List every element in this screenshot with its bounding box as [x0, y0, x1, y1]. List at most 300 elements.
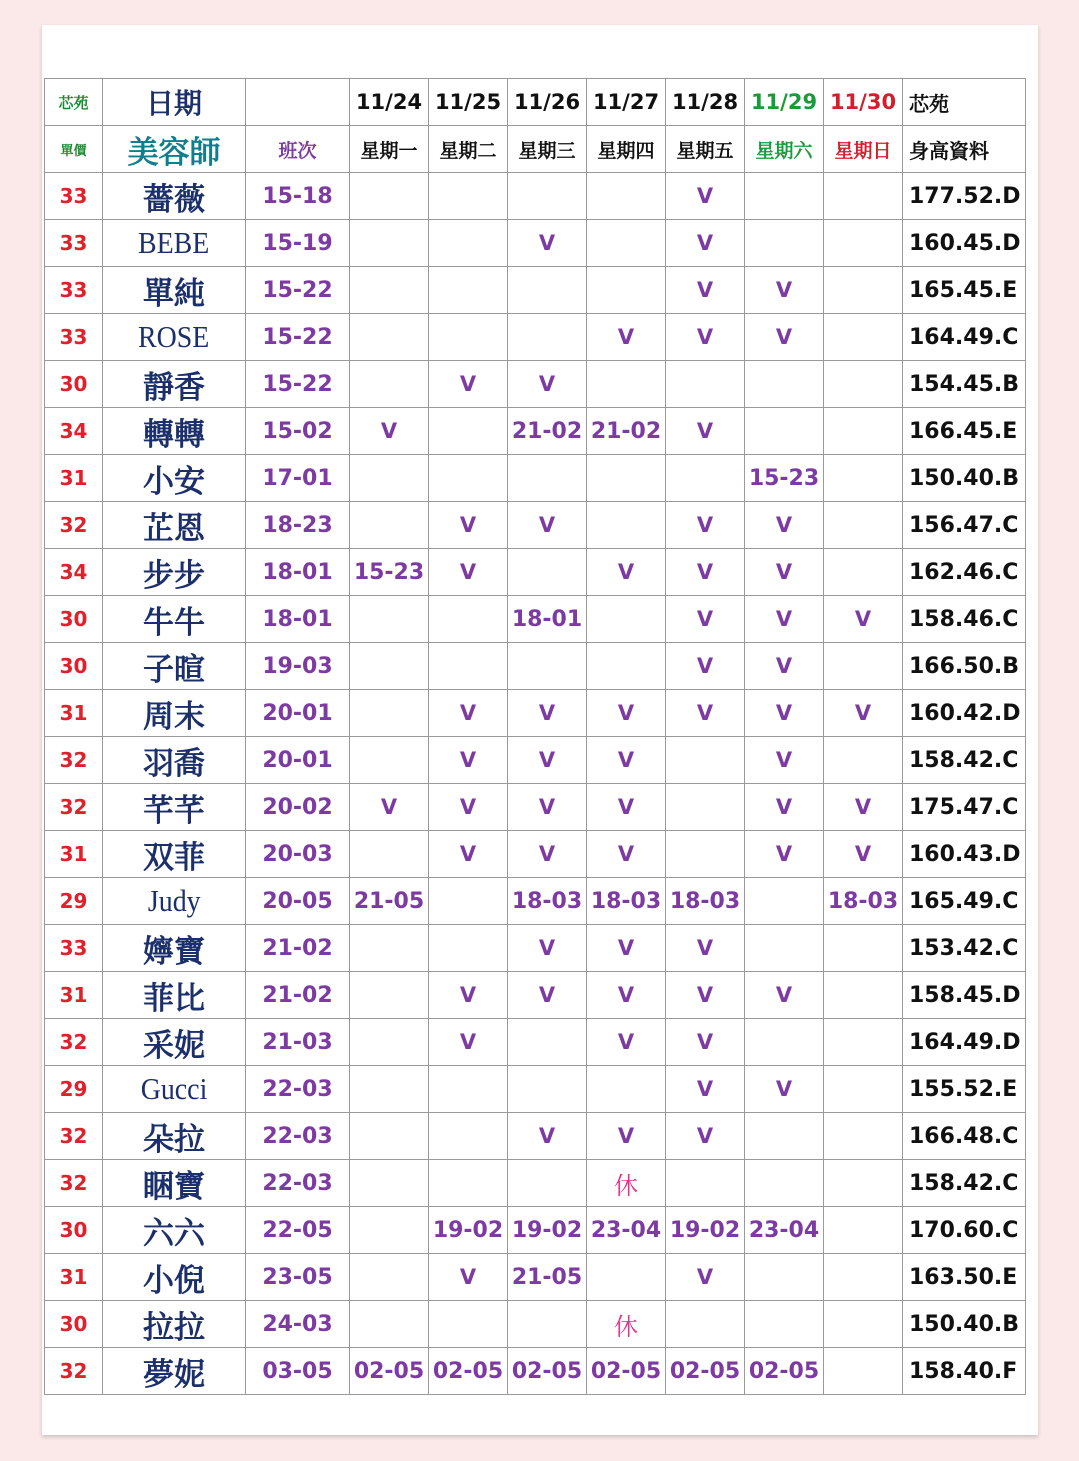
day-entry-cell	[587, 220, 666, 267]
height-info-cell	[903, 314, 1026, 361]
day-entry: 19-02	[511, 1217, 583, 1243]
day-entry-cell	[429, 549, 508, 596]
day-entry-cell	[350, 1019, 429, 1066]
day-entry-cell	[350, 784, 429, 831]
shift-time: 15-22	[262, 371, 333, 397]
shift-time: 21-02	[262, 935, 333, 961]
height-info-cell	[903, 737, 1026, 784]
table-row	[45, 1113, 1026, 1160]
unit-price: 29	[59, 1077, 88, 1101]
table-row	[45, 314, 1026, 361]
height-info: 158.42.C	[909, 747, 1019, 773]
table-row	[45, 831, 1026, 878]
unit-price-cell	[45, 455, 103, 502]
day-entry-cell	[824, 267, 903, 314]
day-entry-cell	[745, 1066, 824, 1113]
height-info: 153.42.C	[909, 935, 1019, 961]
day-entry: V	[538, 983, 556, 1007]
day-entry-cell	[745, 643, 824, 690]
unit-price-cell	[45, 1348, 103, 1395]
unit-price-cell	[45, 361, 103, 408]
table-row	[45, 1160, 1026, 1207]
day-entry-cell	[429, 737, 508, 784]
day-entry-cell	[350, 1066, 429, 1113]
unit-price: 31	[59, 983, 88, 1007]
day-entry: 21-02	[511, 418, 583, 444]
day-entry: V	[538, 513, 556, 537]
day-entry-cell	[350, 173, 429, 220]
day-entry-cell	[508, 1113, 587, 1160]
day-entry-cell	[745, 1301, 824, 1348]
table-row	[45, 596, 1026, 643]
beautician-name: 步步	[143, 557, 205, 594]
day-entry-cell	[666, 408, 745, 455]
day-entry-cell	[824, 1301, 903, 1348]
day-entry: 18-01	[511, 606, 583, 632]
day-entry: V	[696, 419, 714, 443]
unit-price: 33	[59, 278, 88, 302]
beautician-name: 芊芊	[143, 792, 205, 829]
day-entry: V	[459, 983, 477, 1007]
day-entry: 19-02	[669, 1217, 741, 1243]
schedule-table	[44, 78, 1026, 1395]
day-entry-cell	[666, 831, 745, 878]
day-entry-cell	[666, 220, 745, 267]
table-row	[45, 220, 1026, 267]
unit-price: 30	[59, 1218, 88, 1242]
shift-time: 20-02	[262, 794, 333, 820]
unit-price-cell	[45, 596, 103, 643]
day-entry-cell	[824, 643, 903, 690]
beautician-name: 六六	[143, 1215, 205, 1252]
day-entry-cell	[508, 1348, 587, 1395]
table-row	[45, 361, 1026, 408]
day-entry-cell	[824, 925, 903, 972]
day-entry-cell	[824, 596, 903, 643]
unit-price: 30	[59, 607, 88, 631]
day-entry: 休	[614, 1171, 638, 1200]
height-info: 166.48.C	[909, 1123, 1019, 1149]
unit-price: 32	[59, 1124, 88, 1148]
day-entry-cell	[508, 831, 587, 878]
weekday-header: 星期日	[824, 126, 903, 173]
day-entry-cell	[429, 1207, 508, 1254]
table-row	[45, 925, 1026, 972]
day-entry: V	[617, 1124, 635, 1148]
unit-price: 34	[59, 419, 88, 443]
unit-price: 33	[59, 184, 88, 208]
beautician-name-cell	[103, 1160, 246, 1207]
day-entry-cell	[429, 1160, 508, 1207]
table-row	[45, 1019, 1026, 1066]
day-entry-cell	[350, 643, 429, 690]
day-entry-cell	[587, 455, 666, 502]
shift-time: 03-05	[262, 1358, 333, 1384]
beautician-name-cell	[103, 267, 246, 314]
day-entry-cell	[587, 267, 666, 314]
height-info: 156.47.C	[909, 512, 1019, 538]
day-entry-cell	[666, 878, 745, 925]
day-entry-cell	[508, 314, 587, 361]
day-entry-cell	[429, 596, 508, 643]
unit-price: 32	[59, 748, 88, 772]
day-entry: V	[459, 842, 477, 866]
day-entry-cell	[587, 314, 666, 361]
day-entry: V	[538, 1124, 556, 1148]
day-entry-cell	[429, 1066, 508, 1113]
day-entry-cell	[587, 878, 666, 925]
day-entry: 23-04	[590, 1217, 662, 1243]
day-entry-cell	[508, 596, 587, 643]
table-row	[45, 784, 1026, 831]
height-info: 165.49.C	[909, 888, 1019, 914]
day-entry: 15-23	[748, 465, 820, 491]
table-row	[45, 878, 1026, 925]
day-entry-cell	[429, 267, 508, 314]
day-entry-cell	[508, 502, 587, 549]
height-info: 158.42.C	[909, 1170, 1019, 1196]
unit-price-cell	[45, 314, 103, 361]
day-entry-cell	[745, 173, 824, 220]
day-entry-cell	[745, 455, 824, 502]
brand-label-right: 芯苑	[903, 79, 1026, 126]
day-entry-cell	[508, 173, 587, 220]
day-entry: 18-03	[511, 888, 583, 914]
weekday-header: 星期六	[745, 126, 824, 173]
day-entry-cell	[745, 1348, 824, 1395]
day-entry: V	[775, 1077, 793, 1101]
unit-price-cell	[45, 1254, 103, 1301]
shift-time-cell	[246, 972, 350, 1019]
day-entry-cell	[824, 361, 903, 408]
day-entry-cell	[666, 596, 745, 643]
day-entry-cell	[824, 784, 903, 831]
day-entry: V	[459, 795, 477, 819]
unit-price-cell	[45, 878, 103, 925]
empty-header-cell	[246, 79, 350, 126]
beautician-name: 小倪	[143, 1262, 205, 1299]
shift-time-cell	[246, 1207, 350, 1254]
height-info: 166.50.B	[909, 653, 1020, 679]
height-info: 160.45.D	[909, 230, 1021, 256]
day-entry-cell	[587, 502, 666, 549]
day-entry-cell	[350, 1207, 429, 1254]
day-entry-cell	[508, 549, 587, 596]
day-entry: V	[775, 983, 793, 1007]
day-entry-cell	[429, 690, 508, 737]
day-entry-cell	[745, 925, 824, 972]
beautician-name-cell	[103, 1301, 246, 1348]
unit-price: 31	[59, 1265, 88, 1289]
day-entry-cell	[745, 549, 824, 596]
beautician-name-cell	[103, 173, 246, 220]
day-entry-cell	[350, 455, 429, 502]
height-info-cell	[903, 267, 1026, 314]
unit-price: 29	[59, 889, 88, 913]
date-header: 11/28	[666, 79, 745, 126]
shift-time-cell	[246, 1254, 350, 1301]
unit-price-cell	[45, 1301, 103, 1348]
day-entry: V	[775, 560, 793, 584]
unit-price-cell	[45, 831, 103, 878]
height-info-cell	[903, 1207, 1026, 1254]
day-entry-cell	[508, 455, 587, 502]
day-entry-cell	[350, 972, 429, 1019]
header-row-dates	[45, 79, 1026, 126]
unit-price-cell	[45, 784, 103, 831]
day-entry-cell	[666, 549, 745, 596]
day-entry-cell	[587, 831, 666, 878]
day-entry-cell	[824, 1254, 903, 1301]
day-entry: 休	[614, 1312, 638, 1341]
table-row	[45, 1066, 1026, 1113]
day-entry-cell	[824, 502, 903, 549]
day-entry-cell	[666, 1160, 745, 1207]
day-entry-cell	[745, 502, 824, 549]
day-entry: V	[775, 842, 793, 866]
day-entry: V	[459, 1030, 477, 1054]
day-entry-cell	[508, 1254, 587, 1301]
day-entry-cell	[745, 1160, 824, 1207]
day-entry: V	[538, 372, 556, 396]
day-entry-cell	[587, 1160, 666, 1207]
beautician-name: Judy	[147, 883, 201, 918]
unit-price: 30	[59, 654, 88, 678]
beautician-name: 靜香	[143, 369, 205, 406]
shift-time-cell	[246, 1160, 350, 1207]
beautician-name: 采妮	[143, 1027, 205, 1064]
day-entry-cell	[745, 878, 824, 925]
day-entry: V	[459, 372, 477, 396]
beautician-name: 轉轉	[143, 416, 205, 453]
day-entry: 21-02	[590, 418, 662, 444]
day-entry: V	[854, 842, 872, 866]
unit-price-cell	[45, 925, 103, 972]
day-entry-cell	[508, 1207, 587, 1254]
day-entry: V	[775, 654, 793, 678]
day-entry-cell	[587, 173, 666, 220]
day-entry: 19-02	[432, 1217, 504, 1243]
beautician-name-cell	[103, 220, 246, 267]
unit-price-label: 單價	[45, 126, 103, 173]
day-entry-cell	[666, 361, 745, 408]
shift-time-cell	[246, 690, 350, 737]
day-entry-cell	[429, 1301, 508, 1348]
beautician-name: 周末	[143, 698, 205, 735]
shift-time-cell	[246, 408, 350, 455]
height-info-cell	[903, 1254, 1026, 1301]
unit-price-cell	[45, 220, 103, 267]
day-entry: V	[696, 607, 714, 631]
shift-time: 22-05	[262, 1217, 333, 1243]
day-entry-cell	[824, 690, 903, 737]
height-info: 166.45.E	[909, 418, 1018, 444]
day-entry: V	[538, 842, 556, 866]
day-entry-cell	[350, 361, 429, 408]
unit-price-cell	[45, 972, 103, 1019]
day-entry: V	[696, 701, 714, 725]
shift-time: 19-03	[262, 653, 333, 679]
day-entry-cell	[350, 878, 429, 925]
table-row	[45, 643, 1026, 690]
day-entry-cell	[824, 408, 903, 455]
day-entry-cell	[508, 972, 587, 1019]
day-entry: V	[696, 513, 714, 537]
day-entry: V	[696, 560, 714, 584]
unit-price-cell	[45, 502, 103, 549]
day-entry-cell	[745, 972, 824, 1019]
day-entry-cell	[824, 173, 903, 220]
day-entry: V	[617, 983, 635, 1007]
shift-time: 15-22	[262, 277, 333, 303]
day-entry: 21-05	[511, 1264, 583, 1290]
shift-time: 20-05	[262, 888, 333, 914]
day-entry-cell	[508, 267, 587, 314]
day-entry-cell	[587, 408, 666, 455]
table-row	[45, 972, 1026, 1019]
unit-price-cell	[45, 1019, 103, 1066]
day-entry-cell	[508, 1160, 587, 1207]
day-entry-cell	[745, 408, 824, 455]
day-entry: 02-05	[353, 1358, 425, 1384]
shift-time-cell	[246, 549, 350, 596]
day-entry: V	[775, 513, 793, 537]
height-info: 170.60.C	[909, 1217, 1019, 1243]
day-entry: 15-23	[353, 559, 425, 585]
day-entry: V	[617, 701, 635, 725]
day-entry-cell	[666, 267, 745, 314]
shift-time-cell	[246, 314, 350, 361]
day-entry-cell	[666, 314, 745, 361]
day-entry: 18-03	[827, 888, 899, 914]
beautician-name-cell	[103, 1019, 246, 1066]
day-entry-cell	[350, 502, 429, 549]
day-entry-cell	[350, 690, 429, 737]
height-info: 164.49.C	[909, 324, 1019, 350]
unit-price-cell	[45, 1207, 103, 1254]
day-entry-cell	[745, 267, 824, 314]
day-entry: V	[459, 560, 477, 584]
day-entry-cell	[508, 408, 587, 455]
unit-price: 32	[59, 1171, 88, 1195]
day-entry-cell	[824, 1207, 903, 1254]
day-entry: V	[696, 231, 714, 255]
date-label: 日期	[103, 79, 246, 126]
day-entry-cell	[587, 1019, 666, 1066]
day-entry: 02-05	[748, 1358, 820, 1384]
height-info-cell	[903, 1160, 1026, 1207]
day-entry-cell	[350, 1254, 429, 1301]
shift-time: 15-22	[262, 324, 333, 350]
day-entry-cell	[666, 1066, 745, 1113]
beautician-name: 子暄	[143, 651, 205, 688]
day-entry-cell	[824, 737, 903, 784]
day-entry-cell	[429, 455, 508, 502]
shift-time: 15-02	[262, 418, 333, 444]
day-entry-cell	[824, 1348, 903, 1395]
beautician-name-cell	[103, 690, 246, 737]
day-entry: V	[854, 701, 872, 725]
unit-price-cell	[45, 1160, 103, 1207]
shift-time-cell	[246, 596, 350, 643]
day-entry-cell	[666, 173, 745, 220]
shift-time: 24-03	[262, 1311, 333, 1337]
day-entry-cell	[350, 1348, 429, 1395]
brand-label: 芯苑	[45, 79, 103, 126]
day-entry-cell	[429, 361, 508, 408]
height-info-cell	[903, 1301, 1026, 1348]
shift-time: 18-23	[262, 512, 333, 538]
beautician-name: 芷恩	[143, 510, 205, 547]
height-info: 158.46.C	[909, 606, 1019, 632]
shift-time: 21-03	[262, 1029, 333, 1055]
height-info: 177.52.D	[909, 183, 1021, 209]
day-entry: V	[696, 1077, 714, 1101]
beautician-name: 薔薇	[143, 181, 205, 218]
day-entry-cell	[350, 408, 429, 455]
day-entry-cell	[666, 643, 745, 690]
day-entry: V	[775, 278, 793, 302]
unit-price: 30	[59, 1312, 88, 1336]
day-entry-cell	[429, 925, 508, 972]
day-entry-cell	[350, 831, 429, 878]
shift-time-cell	[246, 784, 350, 831]
beautician-name-cell	[103, 643, 246, 690]
beautician-name-cell	[103, 972, 246, 1019]
table-row	[45, 737, 1026, 784]
day-entry-cell	[824, 549, 903, 596]
header-row-weekdays	[45, 126, 1026, 173]
shift-time-cell	[246, 925, 350, 972]
height-info-cell	[903, 643, 1026, 690]
shift-time: 18-01	[262, 559, 333, 585]
table-row	[45, 502, 1026, 549]
day-entry-cell	[745, 1254, 824, 1301]
beautician-name-cell	[103, 831, 246, 878]
height-info-cell	[903, 549, 1026, 596]
day-entry-cell	[429, 784, 508, 831]
beautician-name: 朵拉	[143, 1121, 205, 1158]
day-entry-cell	[745, 1207, 824, 1254]
height-info-cell	[903, 831, 1026, 878]
day-entry-cell	[745, 737, 824, 784]
beautician-name-cell	[103, 1113, 246, 1160]
day-entry-cell	[666, 1348, 745, 1395]
height-info: 150.40.B	[909, 465, 1020, 491]
schedule-sheet	[42, 25, 1038, 1435]
shift-time-cell	[246, 267, 350, 314]
day-entry: 02-05	[511, 1358, 583, 1384]
height-info: 175.47.C	[909, 794, 1019, 820]
day-entry-cell	[666, 737, 745, 784]
beautician-name: 拉拉	[143, 1309, 205, 1346]
beautician-name-cell	[103, 1254, 246, 1301]
height-info-cell	[903, 690, 1026, 737]
beautician-name-cell	[103, 361, 246, 408]
day-entry-cell	[824, 1113, 903, 1160]
day-entry: V	[696, 983, 714, 1007]
day-entry-cell	[508, 925, 587, 972]
day-entry: 18-03	[669, 888, 741, 914]
beautician-name-cell	[103, 408, 246, 455]
shift-time: 18-01	[262, 606, 333, 632]
day-entry-cell	[429, 1113, 508, 1160]
day-entry-cell	[350, 1160, 429, 1207]
day-entry-cell	[587, 643, 666, 690]
day-entry-cell	[508, 361, 587, 408]
height-info-cell	[903, 1066, 1026, 1113]
day-entry-cell	[745, 1019, 824, 1066]
